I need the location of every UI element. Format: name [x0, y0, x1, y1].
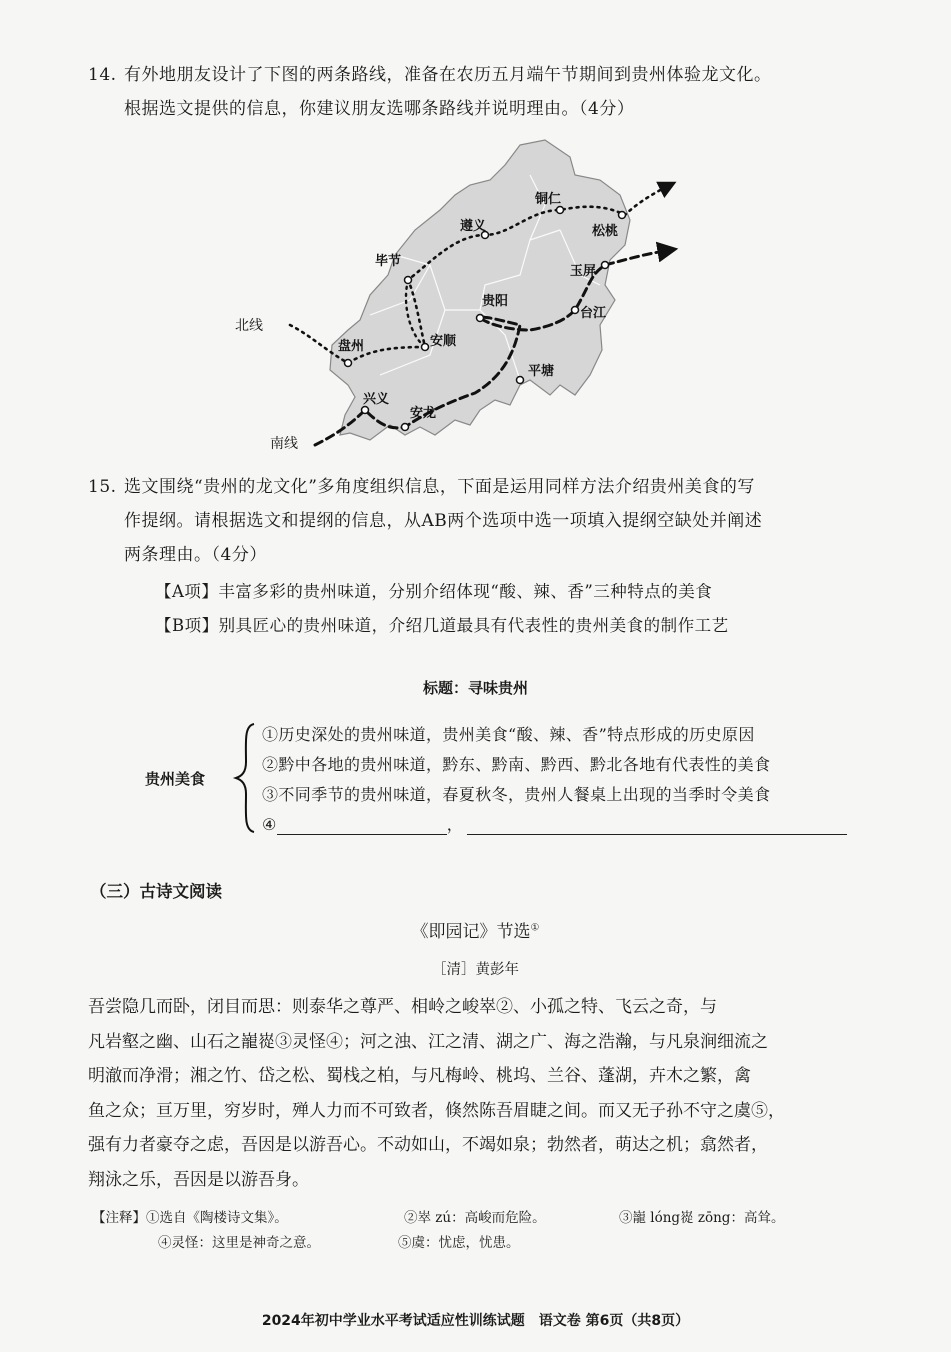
note-3: ③巃 lóng嵸 zōng：高耸。: [619, 1210, 785, 1226]
city-dot-songtao: [619, 212, 626, 219]
city-dot-yuping: [602, 262, 609, 269]
city-label-guiyang: 贵阳: [482, 294, 509, 309]
poem-line: 凡岩壑之幽、山石之巃嵸③灵怪④；河之浊、江之清、湖之广、海之浩瀚，与凡泉涧细流之: [88, 1031, 768, 1052]
outline-title: 标题：寻味贵州: [422, 679, 528, 697]
guizhou-route-map: [230, 135, 690, 465]
annotations: [92, 1206, 892, 1256]
route-label-north: 北线: [235, 318, 263, 334]
city-label-tongren: 铜仁: [535, 192, 562, 207]
poem-line: 鱼之众；亘万里，穷岁时，殚人力而不可致者，倏然陈吾眉睫之间。而又无子孙不守之虞⑤，: [88, 1100, 785, 1121]
answer-blank-2[interactable]: [467, 818, 847, 835]
question-text: 根据选文提供的信息，你建议朋友选哪条路线并说明理由。（4分）: [124, 99, 635, 119]
poem-title-note: ①: [530, 922, 540, 934]
poem-line: 强有力者豪夺之虑，吾因是以游吾心。不动如山，不竭如泉；勃然者，萌达之机；翕然者，: [88, 1135, 768, 1155]
question-14: [88, 58, 888, 126]
city-dot-pingtang: [517, 377, 524, 384]
city-label-bijie: 毕节: [375, 254, 402, 269]
outline-subject: 贵州美食: [145, 770, 206, 788]
note-5: ⑤虞：忧虑，忧患。: [398, 1235, 520, 1251]
question-text: 选文围绕“贵州的龙文化”多角度组织信息，下面是运用同样方法介绍贵州美食的写: [124, 477, 755, 497]
notes-row-2: [92, 1231, 892, 1256]
option-a: 【A项】丰富多彩的贵州味道，分别介绍体现“酸、辣、香”三种特点的美食: [155, 582, 713, 601]
city-label-songtao: 松桃: [592, 224, 619, 239]
question-number: 14.: [88, 65, 117, 85]
question-text: 有外地朋友设计了下图的两条路线，准备在农历五月端午节期间到贵州体验龙文化。: [124, 65, 772, 85]
city-label-pingtang: 平塘: [528, 364, 555, 379]
city-dot-taijiang: [572, 307, 579, 314]
section-heading: （三）古诗文阅读: [90, 882, 222, 901]
poem-line: 明澈而净滑；湘之竹、岱之松、蜀栈之柏，与凡梅岭、桃坞、兰谷、蓬湖，卉木之繁，禽: [88, 1066, 751, 1086]
city-dot-guiyang: [477, 315, 484, 322]
poem-line: 吾尝隐几而卧，闭目而思：则泰华之尊严、相岭之峻崒②、小孤之特、飞云之奇，与: [88, 997, 717, 1017]
city-dot-anlong: [402, 424, 409, 431]
poem-title: [0, 917, 951, 942]
poem-line: 翔泳之乐，吾因是以游吾身。: [88, 1169, 309, 1190]
city-dot-xingyi: [362, 407, 369, 414]
answer-blank-1[interactable]: [277, 818, 447, 835]
city-label-panzhou: 盘州: [338, 339, 365, 354]
question-text: 作提纲。请根据选文和提纲的信息，从AB两个选项中选一项填入提纲空缺处并阐述: [124, 511, 763, 531]
city-dot-anshun: [422, 344, 429, 351]
city-label-anshun: 安顺: [430, 334, 457, 349]
question-text: 两条理由。（4分）: [124, 545, 267, 565]
city-dot-bijie: [405, 277, 412, 284]
note-2: ②崒 zú：高峻而危险。: [404, 1210, 546, 1226]
notes-row-1: [92, 1206, 892, 1231]
outline-item-4: [262, 812, 847, 835]
city-label-anlong: 安龙: [410, 406, 437, 421]
outline-item-2: ②黔中各地的贵州味道，黔东、黔南、黔西、黔北各地有代表性的美食: [262, 755, 771, 774]
outline-item-4-label: ④: [262, 815, 277, 834]
route-label-south: 南线: [270, 436, 298, 452]
option-b: 【B项】别具匠心的贵州味道，介绍几道最具有代表性的贵州美食的制作工艺: [155, 616, 729, 635]
city-label-yuping: 玉屏: [570, 264, 597, 279]
city-label-taijiang: 台江: [580, 306, 607, 321]
notes-label: 【注释】: [92, 1210, 146, 1226]
city-dot-tongren: [557, 207, 564, 214]
city-label-xingyi: 兴义: [363, 392, 390, 407]
poem-title-text: 《即园记》节选: [411, 922, 531, 942]
note-4: ④灵怪：这里是神奇之意。: [158, 1235, 320, 1251]
city-dot-panzhou: [345, 360, 352, 367]
page-footer: 2024年初中学业水平考试适应性训练试题 语文卷 第6页（共8页）: [261, 1313, 690, 1329]
outline-item-3: ③不同季节的贵州味道，春夏秋冬，贵州人餐桌上出现的当季时令美食: [262, 785, 771, 804]
brace-icon: [232, 722, 262, 834]
poem-author: ［清］黄彭年: [432, 962, 519, 978]
question-number: 15.: [88, 477, 117, 497]
note-1: ①选自《陶楼诗文集》。: [146, 1210, 288, 1226]
city-label-zunyi: 遵义: [460, 219, 487, 234]
outline-item-1: ①历史深处的贵州味道，贵州美食“酸、辣、香”特点形成的历史原因: [262, 725, 755, 744]
poem-body: [88, 990, 863, 1197]
question-15: [88, 470, 888, 572]
outline-item-4-separator: ，: [446, 815, 464, 834]
